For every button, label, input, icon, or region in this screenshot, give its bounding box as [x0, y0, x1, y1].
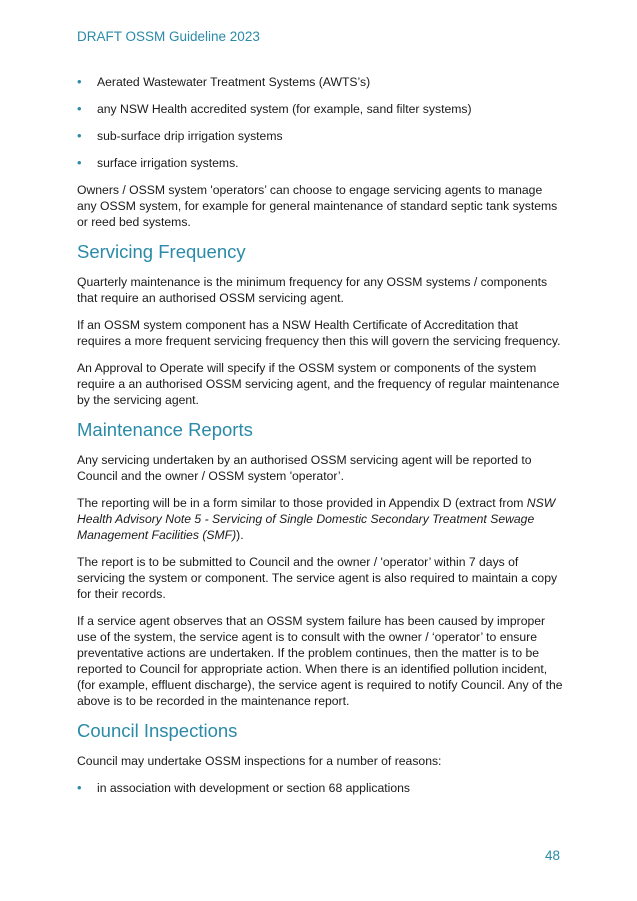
paragraph: Quarterly maintenance is the minimum frequency for any OSSM systems / components that require an authorised OSSM servicing agent. — [77, 275, 548, 305]
page-number: 48 — [545, 848, 561, 863]
reporting-form-paragraph — [77, 495, 565, 543]
council-inspections-heading: Council Inspections — [77, 720, 238, 741]
paragraph: Any servicing undertaken by an authorised OSSM servicing agent will be reported to Council and the owner / OSSM system 'operator’. — [77, 453, 532, 483]
list-item: • in association with development or section 68 applications — [77, 780, 565, 796]
paragraph: An Approval to Operate will specify if the OSSM system or components of the system require a an authorised OSSM servicing agent, and the frequency of regular maintenance by the servicing agent. — [77, 361, 560, 407]
maintenance-reports-heading: Maintenance Reports — [77, 419, 253, 440]
document-header: DRAFT OSSM Guideline 2023 — [77, 29, 260, 44]
list-item: • any NSW Health accredited system (for example, sand filter systems) — [77, 101, 565, 117]
inspection-reasons-list — [77, 780, 565, 796]
list-item: • Aerated Wastewater Treatment Systems (AWTS’s) — [77, 74, 565, 90]
list-item: • surface irrigation systems. — [77, 155, 565, 171]
page-content — [77, 74, 565, 807]
advisory-note-reference: NSW Health Advisory Note 5 - Servicing of Single Domestic Secondary Treatment Sewage Management Facilities (SMF) — [77, 496, 556, 542]
system-types-list — [77, 74, 565, 171]
paragraph: If a service agent observes that an OSSM system failure has been caused by improper use of the system, the service agent is to consult with the owner / ‘operator’ to ensure preventative actions are undertaken. If the problem continues, then the matter is to be reported to Council for appropriate action. When there is an identified pollution incident, (for example, effluent discharge), the service agent is required to notify Council. Any of the above is to be recorded in the maintenance report. — [77, 614, 563, 708]
paragraph: The report is to be submitted to Council and the owner / 'operator’ within 7 days of servicing the system or component. The service agent is also required to maintain a copy for their records. — [77, 555, 558, 601]
intro-paragraph: Owners / OSSM system 'operators’ can choose to engage servicing agents to manage any OSSM system, for example for general maintenance of standard septic tank systems or reed bed systems. — [77, 183, 558, 229]
list-item: • sub-surface drip irrigation systems — [77, 128, 565, 144]
paragraph: If an OSSM system component has a NSW Health Certificate of Accreditation that requires a more frequent servicing frequency then this will govern the servicing frequency. — [77, 318, 561, 348]
paragraph-text: ). — [236, 528, 244, 542]
servicing-frequency-heading: Servicing Frequency — [77, 241, 246, 262]
paragraph-text: The reporting will be in a form similar to those provided in Appendix D (extract from — [77, 496, 527, 510]
paragraph: Council may undertake OSSM inspections for a number of reasons: — [77, 754, 442, 768]
